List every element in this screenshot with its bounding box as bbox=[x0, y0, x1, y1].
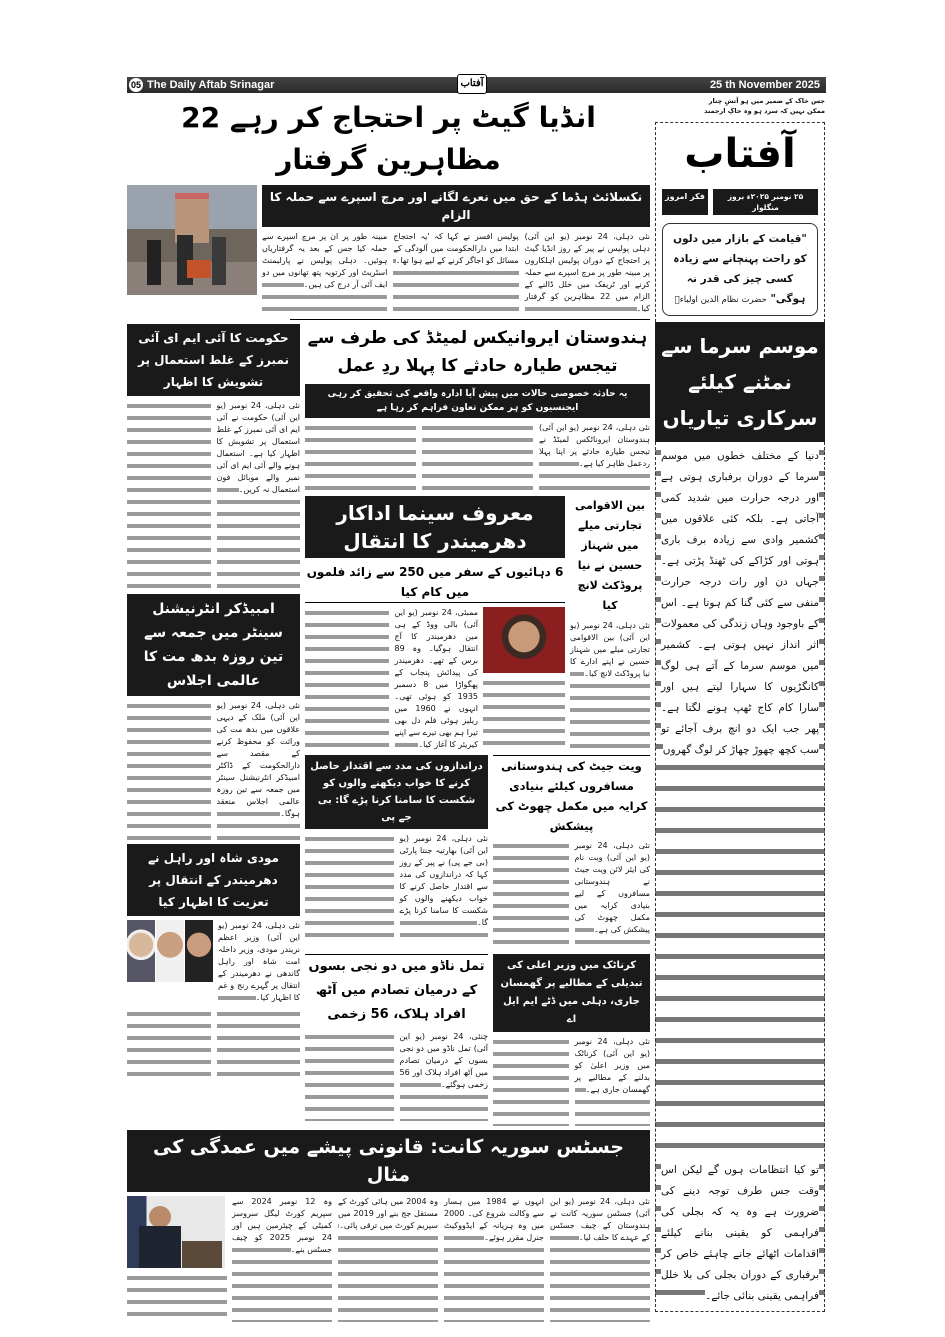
main-headline: انڈیا گیٹ پر احتجاج کر رہے 22 مظاہرین گرفتار bbox=[181, 101, 596, 176]
tamilnadu-karnataka-row bbox=[305, 954, 650, 1126]
story1-body bbox=[262, 231, 650, 315]
editorial-body bbox=[655, 442, 825, 1312]
story4-headline: معروف سینما اداکار دھرمیندر کا انتقال bbox=[305, 496, 565, 558]
header-date: 25 th November 2025 bbox=[709, 79, 820, 91]
story12-col4: وہ 12 نومبر 2024 سے سپریم کورٹ لیگل سروسز کمیٹی کے چیئرمین ہیں اور 24 نومبر 2025 کو چیف جسٹس بنے۔ bbox=[232, 1197, 333, 1254]
section-label: فکر امروز bbox=[662, 189, 708, 215]
story11 bbox=[493, 954, 650, 1126]
story4-subhead: 6 دہائیوں کے سفر میں 250 سے زائد فلموں میں کام کیا bbox=[305, 562, 565, 603]
india-gate-protest-photo bbox=[127, 185, 257, 295]
story3-text: نئی دہلی، 24 نومبر (یو این آئی) حکومت نے آئی ایم ای آئی نمبرز کے غلط استعمال پر تشویش کا اظہار کیا ہے۔ استعمال ہونے والے آئی ایم ای آئی نمبر والے موبائل فون استعمال نہ کریں۔ bbox=[216, 401, 300, 494]
editorial-text: دنیا کے مختلف خطوں میں موسم سرما کے دوران برفباری ہوتی ہے اور درجہ حرارت میں شدید کمی آجاتی ہے۔ بلکہ کئی علاقوں میں کشمیر وادی سے زیادہ برف باری ہوتی اور کڑاکے کی ٹھنڈ پڑتی ہے۔ جہاں دن اور رات درجہ حرارت منفی سے کئی گنا کم ہوتا ہے۔ اس کے باوجود وہاں زندگی کی معمولات اثر انداز نہیں ہوتی ہے۔ کشمیر میں موسم سرما کے آتے ہی لوگ کانگڑیوں کا سہارا لیتے ہیں اور سارا کام کاج ٹھپ ہونے لگتا ہے۔ پھر جب ایک دو انچ برف آجائے تو سب کچھ چھوڑ چھاڑ کر لوگ گھروں bbox=[661, 450, 819, 756]
story3-body bbox=[127, 400, 300, 590]
left-column bbox=[127, 324, 300, 1126]
header-logo: آفتاب bbox=[457, 74, 487, 94]
story1-col2: پولیس افسر نے کہا کہ 'یہ احتجاج ابتدا میں دارالحکومت میں آلودگی کے مسائل کو اجاگر کرنے کے لیے ہوا تھا۔ bbox=[393, 232, 519, 265]
story7-headline: دراندازوں کی مدد سے اقتدار حاصل کرنے کا خواب دیکھنے والوں کو شکست کا سامنا کرنا پڑے گا: بی جے پی bbox=[305, 755, 488, 829]
story2-subhead: یہ حادثہ خصوصی حالات میں پیش آیا ادارہ واقعے کی تحقیق کر رہی ایجنسیوں کو ہر ممکن تعاون فراہم کر رہا ہے bbox=[305, 384, 650, 418]
story3-headline: حکومت کا آئی ایم ای آئی نمبرز کے غلط استعمال پر تشویش کا اظہار bbox=[127, 324, 300, 396]
story5-text: نئی دہلی، 24 نومبر (یو این آئی) بین الاقوامی تجارتی میلے میں شہناز حسین نے اپنے ادارے کا نیا پروڈکٹ لانچ کیا۔ bbox=[570, 621, 650, 678]
story8 bbox=[493, 755, 650, 950]
story9-headline: مودی شاہ اور راہل نے دھرمیندر کے انتقال پر تعزیت کا اظہار کیا bbox=[127, 844, 300, 916]
story12-col2: انہوں نے 1984 میں ہسار سے وکالت شروع کی۔ 2000 میں وہ ہریانہ کے ایڈووکیٹ جنرل مقرر ہوئے۔ bbox=[444, 1197, 544, 1242]
story1-subhead: نکسلائٹ ہڈما کے حق میں نعرے لگانے اور مرچ اسپرے سے حملہ کا الزام bbox=[262, 185, 650, 227]
quote-text: "قیامت کے بازار میں دلوں کو راحت پہنچانے سے زیادہ کسی چیز کی قدر نہ ہوگی" bbox=[673, 233, 807, 305]
story5 bbox=[570, 496, 650, 751]
editorial-ending: تو کیا انتظامات ہوں گے لیکن اس وقت جس طرف توجہ دینے کی ضرورت ہے وہ یہ کہ بجلی کی فراہمی کو یقینی بنانے کیلئے اقدامات اٹھائے جانے چاہئے خاص کر برفباری کے دوران بجلی کی بلا خلل فراہمی یقینی بنائی جائے۔ bbox=[661, 1164, 819, 1302]
story12 bbox=[127, 1196, 650, 1322]
story10-body bbox=[305, 1031, 488, 1121]
divider bbox=[290, 319, 650, 320]
story8-body bbox=[493, 840, 650, 950]
sidebar-frame bbox=[655, 122, 825, 322]
story6-body bbox=[127, 700, 300, 840]
story2-body bbox=[305, 422, 650, 492]
story6-text: نئی دہلی، 24 نومبر (یو این آئی) ملک کے دیہی علاقوں میں بدھ مت کی وراثت کو محفوظ کرنے کے مقصد سے دارالحکومت کے ڈاکٹر امبیڈکر انٹرنیشنل سینٹر میں جمعہ سے تین روزہ عالمی اجلاس منعقد ہوگا۔ bbox=[216, 701, 300, 818]
dharmendra-row bbox=[305, 496, 650, 751]
story9-row bbox=[127, 920, 300, 1004]
story4 bbox=[305, 496, 565, 751]
story12-col3: وہ 2004 میں ہائی کورٹ کے مستقل جج بنے اور 2019 میں سپریم کورٹ میں ترقی پائی۔ bbox=[338, 1197, 439, 1230]
story9-body bbox=[218, 920, 300, 1004]
tagline-right: جس خاک کے ضمیر میں ہو آتشِ چنار bbox=[708, 97, 825, 105]
story11-headline: کرناٹک میں وزیر اعلی کی تبدیلی کے مطالبے پر گھمسان جاری، دہلی میں ڈٹے ایم ایل اے bbox=[493, 954, 650, 1032]
masthead-tagline bbox=[655, 96, 825, 116]
story10 bbox=[305, 954, 488, 1126]
main-content bbox=[127, 97, 650, 1322]
masthead-logo: آفتاب bbox=[684, 131, 796, 177]
story12-col1: نئی دہلی، 24 نومبر (یو این آئی) جسٹس سوریہ کانت نے ہندوستان کے چیف جسٹس کے عہدے کا حلف لیا۔ bbox=[550, 1197, 651, 1242]
story8-text: نئی دہلی، 24 نومبر (یو این آئی) ویت نام کی ایئر لائن ویت جیٹ نے ہندوستانی مسافروں کے لیے بنیادی کرایہ میں مکمل چھوٹ کی پیشکش کی ہے۔ bbox=[574, 841, 651, 934]
page-header-bar bbox=[127, 77, 826, 93]
story9-body-cont bbox=[127, 1008, 300, 1078]
story5-body bbox=[570, 620, 650, 751]
story4-body bbox=[305, 607, 478, 751]
sidebar bbox=[655, 96, 825, 1312]
story6-headline: امبیڈکر انٹرنیشنل سینٹر میں جمعہ سے تین روزہ بدھ مت کا عالمی اجلاس bbox=[127, 594, 300, 696]
story12-body bbox=[232, 1196, 650, 1322]
story11-body bbox=[493, 1036, 650, 1126]
story10-text: چنئی، 24 نومبر (یو این آئی) تمل ناڈو میں دو نجی بسوں کے درمیان تصادم میں آٹھ افراد ہلاک اور 56 زخمی ہوگئے۔ bbox=[399, 1032, 488, 1089]
story5-headline: بین الاقوامی تجارتی میلے میں شہناز حسین نے نیا پروڈکٹ لانچ کیا bbox=[574, 499, 646, 612]
page-number: 05 bbox=[130, 80, 141, 90]
bjp-vietjet-row bbox=[305, 755, 650, 950]
story9-text: نئی دہلی، 24 نومبر (یو این آئی) وزیر اعظم نریندر مودی، وزیر داخلہ امت شاہ اور راہل گاندھی نے دھرمیندر کے انتقال پر گہرے رنج و غم کا اظہار کیا۔ bbox=[218, 921, 300, 1002]
news-grid bbox=[127, 324, 650, 1126]
tagline-left: ممکن نہیں کہ سرد ہو وہ خاکِ ارجمند bbox=[704, 107, 825, 115]
story1-col1: نئی دہلی، 24 نومبر (یو این آئی) دہلی پولیس نے پیر کے روز انڈیا گیٹ پر احتجاج کے دوران پولیس اہلکاروں پر مبینہ طور پر مرچ اسپرے سے حملہ کرنے اور ٹریفک میں خلل ڈالنے کے الزام میں 22 مظاہرین کو گرفتار کیا۔ bbox=[524, 232, 650, 313]
story7-body bbox=[305, 833, 488, 943]
story2-headline: ہندوستان ایروانیکس لمیٹڈ کی طرف سے تیجس طیارہ حادثے کا پہلا ردِ عمل bbox=[307, 328, 648, 376]
story1 bbox=[127, 185, 650, 315]
story1-col3: مبینہ طور پر ان پر مرچ اسپرے سے حملہ کیا جس کے بعد یہ گرفتاریاں ہوئیں۔ دہلی پولیس نے پارلیمنٹ اسٹریٹ اور کرتویہ پتھ تھانوں میں دو ایف آئی آر درج کی ہیں۔ bbox=[262, 232, 388, 289]
story4-body-cont bbox=[483, 677, 565, 751]
paper-name-block bbox=[129, 78, 274, 92]
story10-headline: تمل ناڈو میں دو نجی بسوں کے درمیان تصادم میں آٹھ افراد ہلاک، 56 زخمی bbox=[305, 954, 488, 1027]
quote-author: حضرت نظام الدین اولیاءؒ bbox=[674, 295, 767, 305]
leaders-photo bbox=[127, 920, 213, 982]
story4-text: ممبئی، 24 نومبر (یو این آئی) بالی ووڈ کے ہی مین دھرمیندر کا آج انتقال ہوگیا۔ وہ 89 برس کے تھے۔ دھرمیندر کی پیدائش پنجاب کے پھگواڑا میں 8 دسمبر 1935 کو ہوئی تھی۔ انہوں نے 1960 میں ریلیز ہوئی فلم دل بھی تیرا ہم بھی تیرے سے اپنے کیریئر کا آغاز کیا۔ bbox=[394, 608, 479, 749]
story8-headline: ویت جیٹ کی ہندوستانی مسافروں کیلئے بنیادی کرایہ میں مکمل چھوٹ کی پیشکش bbox=[493, 755, 650, 836]
center-area bbox=[305, 324, 650, 1126]
urdu-date: ۲۵ نومبر ۲۰۲۵ء بروز منگلوار bbox=[713, 189, 818, 215]
story7-text: نئی دہلی، 24 نومبر (یو این آئی) بھارتیہ جنتا پارٹی (بی جے پی) نے پیر کے روز کہا کہ دراندازوں کی مدد سے اقتدار حاصل کرنے کا خواب دیکھنے والوں کو شکست کا سامنا کرنا پڑے گا۔ bbox=[399, 834, 488, 927]
story7 bbox=[305, 755, 488, 950]
editorial-headline: موسم سرما سے نمٹنے کیلئے سرکاری تیاریاں bbox=[655, 322, 825, 442]
surya-kant-photo bbox=[127, 1196, 225, 1268]
story12-headline: جسٹس سوریہ کانت: قانونی پیشے میں عمدگی کی مثال bbox=[127, 1130, 650, 1192]
story2-text: نئی دہلی، 24 نومبر (یو این آئی) ہندوستان ایروناٹکس لمیٹڈ نے تیجس طیارہ حادثے پر اپنا پہلا ردعمل ظاہر کیا ہے۔ bbox=[539, 423, 651, 468]
quote-box bbox=[662, 223, 818, 316]
paper-name: The Daily Aftab Srinagar bbox=[147, 79, 275, 91]
story11-text: نئی دہلی، 24 نومبر (یو این آئی) کرناٹک میں وزیر اعلیٰ کو بدلنے کے مطالبے پر گھمسان جاری ہے۔ bbox=[574, 1037, 651, 1094]
story12-body-cont bbox=[127, 1272, 227, 1322]
dharmendra-photo bbox=[483, 607, 565, 673]
